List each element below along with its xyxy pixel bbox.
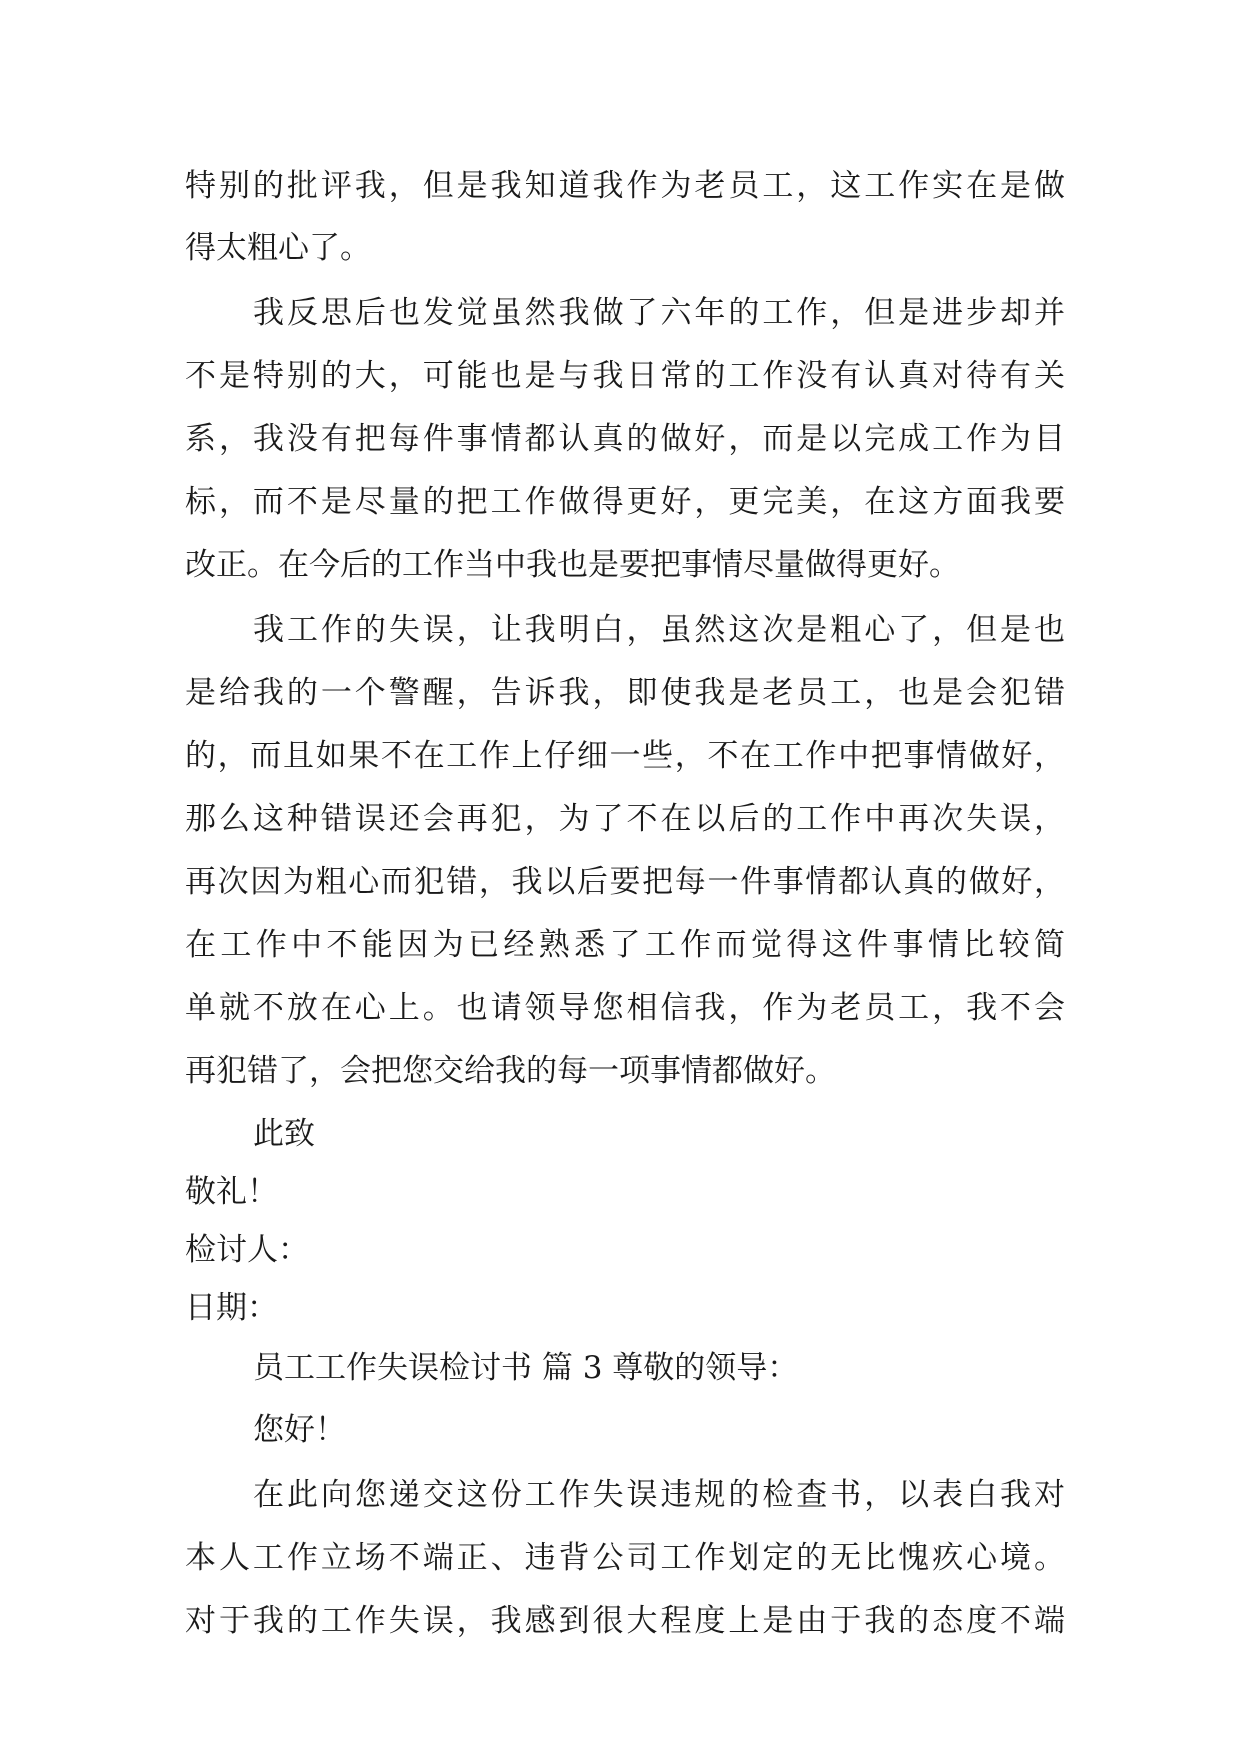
section-heading: 员工工作失误检讨书 篇 3 尊敬的领导：	[253, 1350, 799, 1386]
signature-label: 检讨人：	[185, 1232, 309, 1268]
paragraph-line: 特别的批评我，但是我知道我作为老员工，这工作实在是做	[185, 168, 1065, 204]
paragraph-line: 再犯错了，会把您交给我的每一项事情都做好。	[185, 1053, 836, 1089]
paragraph-line: 我工作的失误，让我明白，虽然这次是粗心了，但是也	[253, 612, 1065, 648]
paragraph-line: 在工作中不能因为已经熟悉了工作而觉得这件事情比较简	[185, 927, 1065, 963]
paragraph-line: 再次因为粗心而犯错，我以后要把每一件事情都认真的做好，	[185, 864, 1065, 900]
paragraph-line: 那么这种错误还会再犯，为了不在以后的工作中再次失误，	[185, 801, 1065, 837]
paragraph-line: 我反思后也发觉虽然我做了六年的工作，但是进步却并	[253, 295, 1065, 331]
paragraph-line: 本人工作立场不端正、违背公司工作划定的无比愧疚心境。	[185, 1540, 1065, 1576]
closing-regards: 敬礼！	[185, 1174, 278, 1210]
paragraph-line: 改正。在今后的工作当中我也是要把事情尽量做得更好。	[185, 547, 960, 583]
paragraph-line: 得太粗心了。	[185, 230, 371, 266]
greeting: 您好！	[253, 1412, 346, 1448]
paragraph-line: 对于我的工作失误，我感到很大程度上是由于我的态度不端	[185, 1603, 1065, 1639]
paragraph-line: 的，而且如果不在工作上仔细一些，不在工作中把事情做好，	[185, 738, 1065, 774]
paragraph-line: 标，而不是尽量的把工作做得更好，更完美，在这方面我要	[185, 484, 1065, 520]
paragraph-line: 在此向您递交这份工作失误违规的检查书，以表白我对	[253, 1477, 1065, 1513]
date-label: 日期：	[185, 1290, 278, 1326]
closing-salutation: 此致	[253, 1116, 315, 1152]
paragraph-line: 不是特别的大，可能也是与我日常的工作没有认真对待有关	[185, 358, 1065, 394]
paragraph-line: 是给我的一个警醒，告诉我，即使我是老员工，也是会犯错	[185, 675, 1065, 711]
paragraph-line: 系，我没有把每件事情都认真的做好，而是以完成工作为目	[185, 421, 1065, 457]
paragraph-line: 单就不放在心上。也请领导您相信我，作为老员工，我不会	[185, 990, 1065, 1026]
